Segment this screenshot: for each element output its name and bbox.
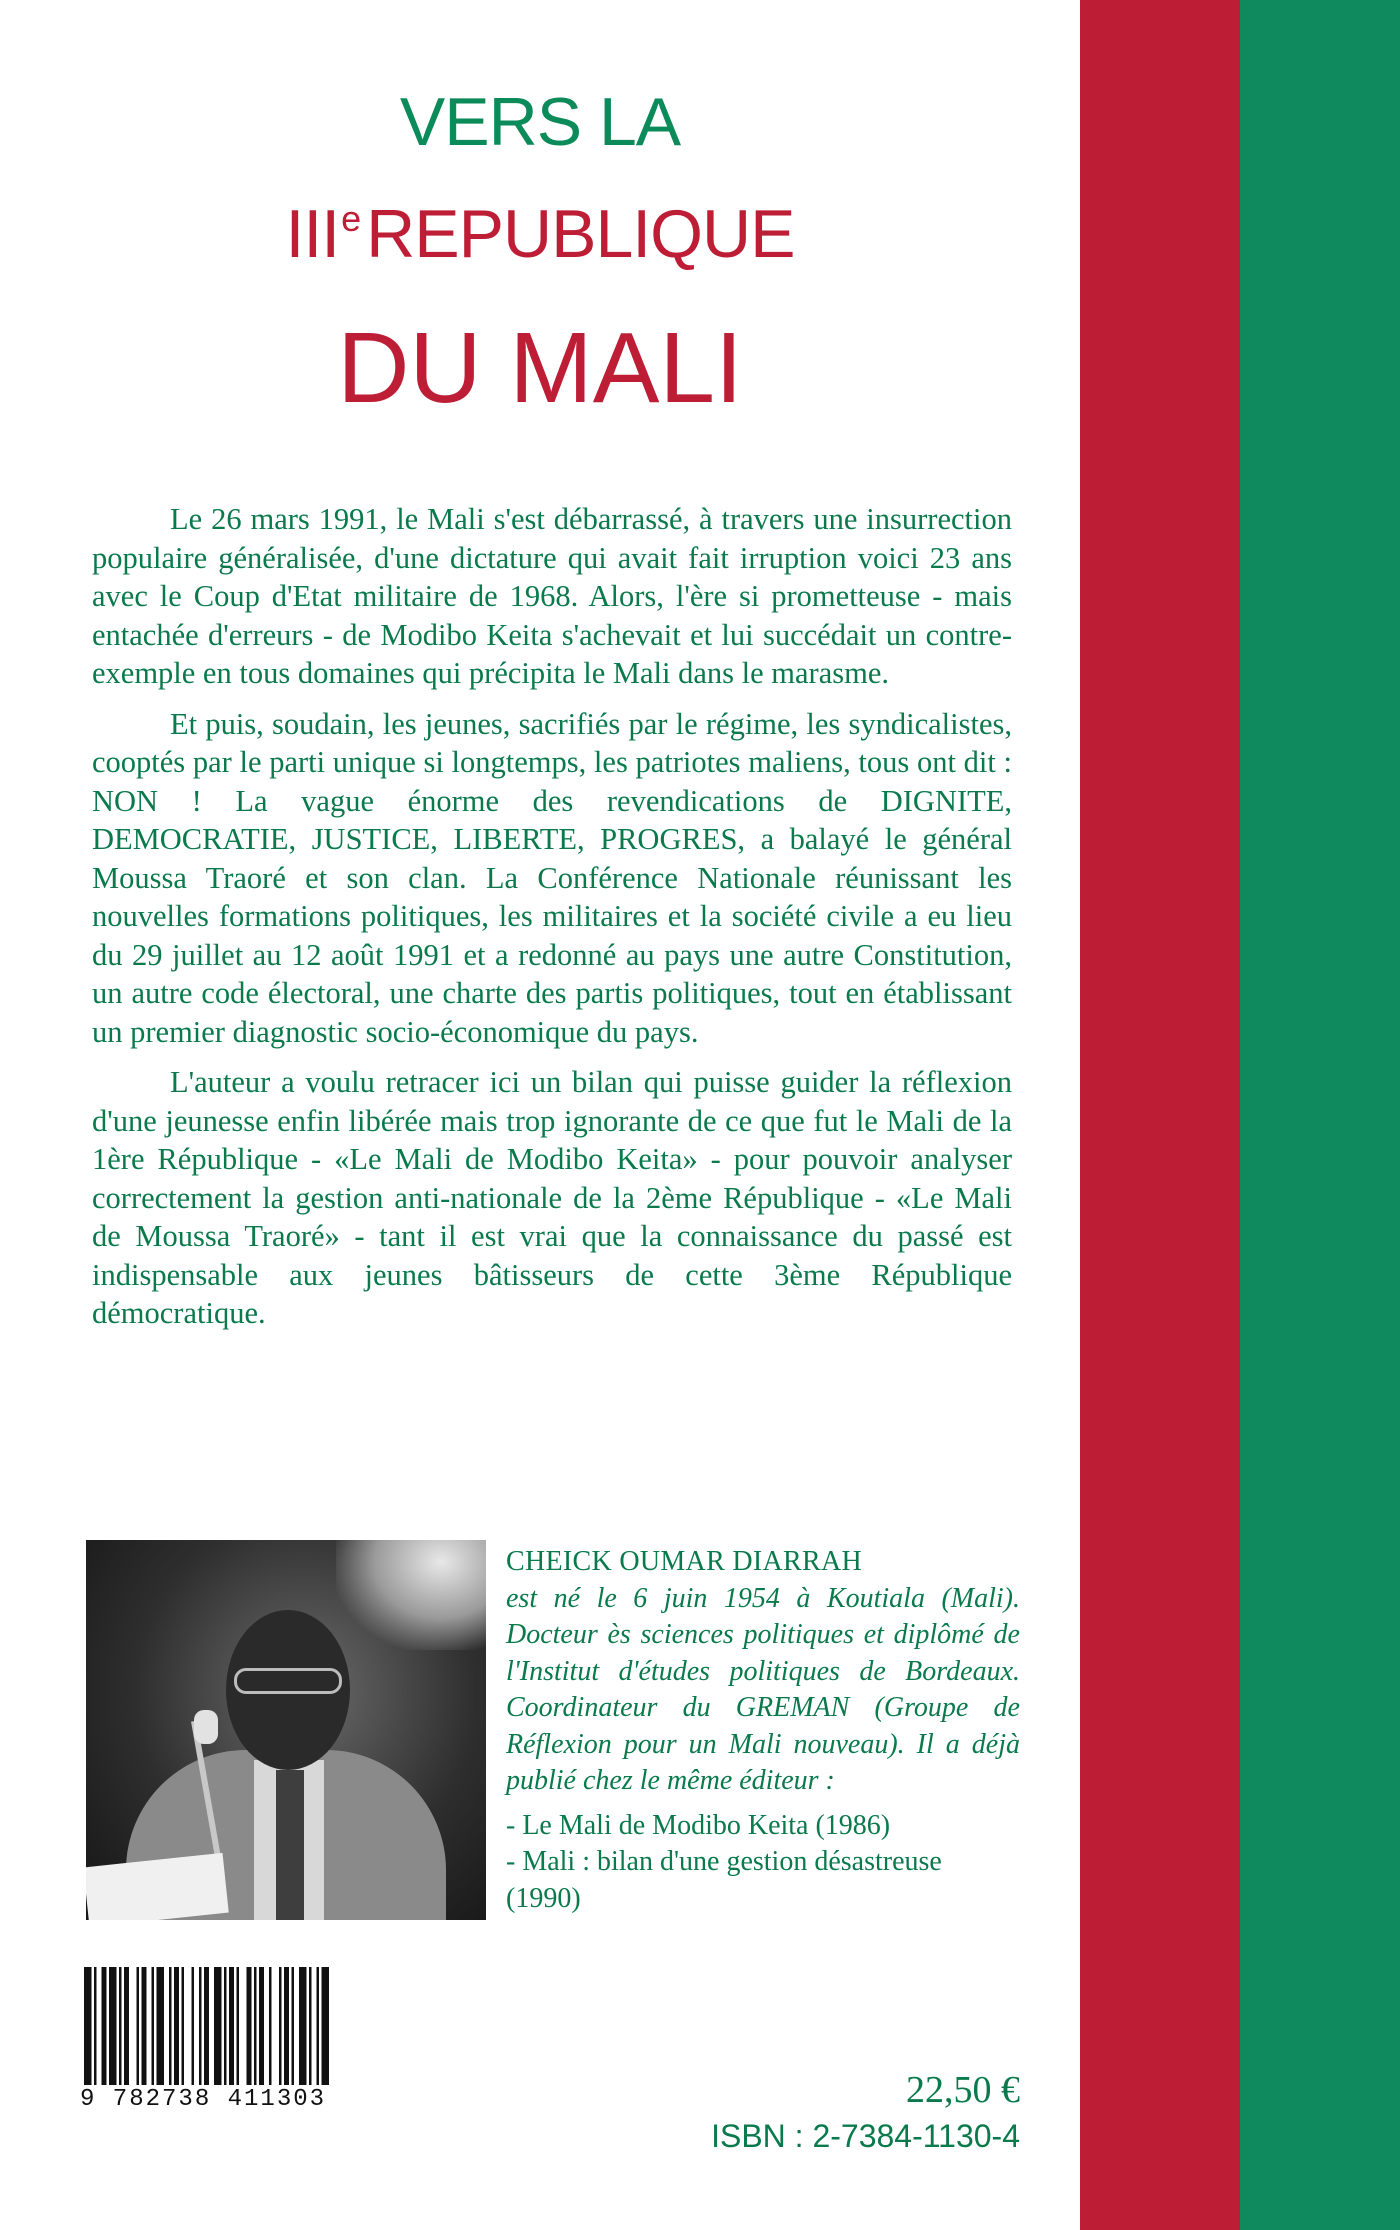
barcode-bar: [199, 1967, 202, 2085]
author-bio: [506, 1544, 1020, 1917]
barcode-bar: [152, 1967, 155, 2085]
barcode-bar: [247, 1967, 252, 2085]
barcode-bar: [192, 1967, 195, 2085]
title-superscript: e: [341, 198, 361, 239]
barcode-bar: [279, 1967, 282, 2085]
barcode-bar: [317, 1967, 320, 2085]
barcode-digits: 9 782738 411303: [80, 2086, 327, 2113]
barcode-bar: [322, 1967, 330, 2085]
barcode-bar: [269, 1967, 272, 2085]
author-description: est né le 6 juin 1954 à Koutiala (Mali). Docteur ès sciences politiques et diplômé de l'Institut d'études politiques de Bordeaux. Coordinateur du GREMAN (Groupe de Réflexion pour un Mali nouveau). Il a déjà publié chez le même éditeur :: [506, 1582, 1020, 1796]
barcode-bar: [259, 1967, 264, 2085]
barcode-bar: [174, 1967, 179, 2085]
barcode-bar: [169, 1967, 172, 2085]
barcode-bar: [157, 1967, 165, 2085]
barcode-bar: [204, 1967, 209, 2085]
barcode-bar: [84, 1967, 92, 2085]
barcode-bar: [137, 1967, 140, 2085]
price: 22,50 €: [906, 2069, 1020, 2111]
barcode: [80, 1967, 400, 2167]
red-stripe: [1080, 0, 1240, 2230]
blurb-paragraph-2: Et puis, soudain, les jeunes, sacrifiés par le régime, les syndicalistes, cooptés par le parti unique si longtemps, les patriotes maliens, tous ont dit : NON ! La vague énorme des revendications de DIGNITE, DEMOCRATIE, JUSTICE, LIBERTE, PROGRES, a balayé le général Moussa Traoré et son clan. La Conférence Nationale réunissant les nouvelles formations politiques, les militaires et la société civile a eu lieu du 29 juillet au 12 août 1991 et a redonné au pays une autre Constitution, un autre code électoral, une charte des partis politiques, tout en établissant un premier diagnostic socio-économique du pays.: [92, 706, 1012, 1049]
barcode-bar: [124, 1967, 129, 2085]
barcode-bar: [237, 1967, 240, 2085]
barcode-bar: [284, 1967, 289, 2085]
barcode-bar: [309, 1967, 312, 2085]
barcode-bar: [109, 1967, 117, 2085]
green-stripe: [1240, 0, 1400, 2230]
barcode-bars: [80, 1967, 400, 2085]
title-line-1: VERS LA: [399, 84, 681, 160]
barcode-bar: [142, 1967, 147, 2085]
title-republique: REPUBLIQUE: [366, 196, 795, 272]
barcode-bar: [224, 1967, 227, 2085]
barcode-bar: [254, 1967, 257, 2085]
barcode-bar: [102, 1967, 107, 2085]
isbn: ISBN : 2-7384-1130-4: [711, 2118, 1020, 2154]
barcode-bar: [214, 1967, 222, 2085]
title-roman-numeral: III: [285, 196, 340, 272]
barcode-bar: [299, 1967, 307, 2085]
barcode-bar: [94, 1967, 97, 2085]
author-work-2: - Mali : bilan d'une gestion désastreuse (1990): [506, 1846, 942, 1914]
blurb-paragraph-3: L'auteur a voulu retracer ici un bilan qui puisse guider la réflexion d'une jeunesse enfin libérée mais trop ignorante de ce que fut le Mali de la 1ère République - «Le Mali de Modibo Keita» - pour pouvoir analyser correctement la gestion anti-nationale de la 2ème République - «Le Mali de Moussa Traoré» - tant il est vrai que la connaissance du passé est indispensable aux jeunes bâtisseurs de cette 3ème République démocratique.: [92, 1065, 1012, 1330]
barcode-bar: [292, 1967, 295, 2085]
barcode-bar: [229, 1967, 234, 2085]
barcode-bar: [119, 1967, 122, 2085]
author-photo: [86, 1540, 486, 1920]
blurb-paragraph-1: Le 26 mars 1991, le Mali s'est débarrassé, à travers une insurrection populaire généralisée, d'une dictature qui avait fait irruption voici 23 ans avec le Coup d'Etat militaire de 1968. Alors, l'ère si prometteuse - mais entachée d'erreurs - de Modibo Keita s'achevait et lui succédait un contre-exemple en tous domaines qui précipita le Mali dans le marasme.: [92, 502, 1012, 690]
barcode-bar: [182, 1967, 185, 2085]
author-work-1: - Le Mali de Modibo Keita (1986): [506, 1809, 891, 1841]
title-line-3: DU MALI: [337, 312, 743, 424]
blurb: [92, 500, 1012, 1345]
title-line-2: [0, 196, 1080, 272]
author-name: CHEICK OUMAR DIARRAH: [506, 1546, 863, 1577]
